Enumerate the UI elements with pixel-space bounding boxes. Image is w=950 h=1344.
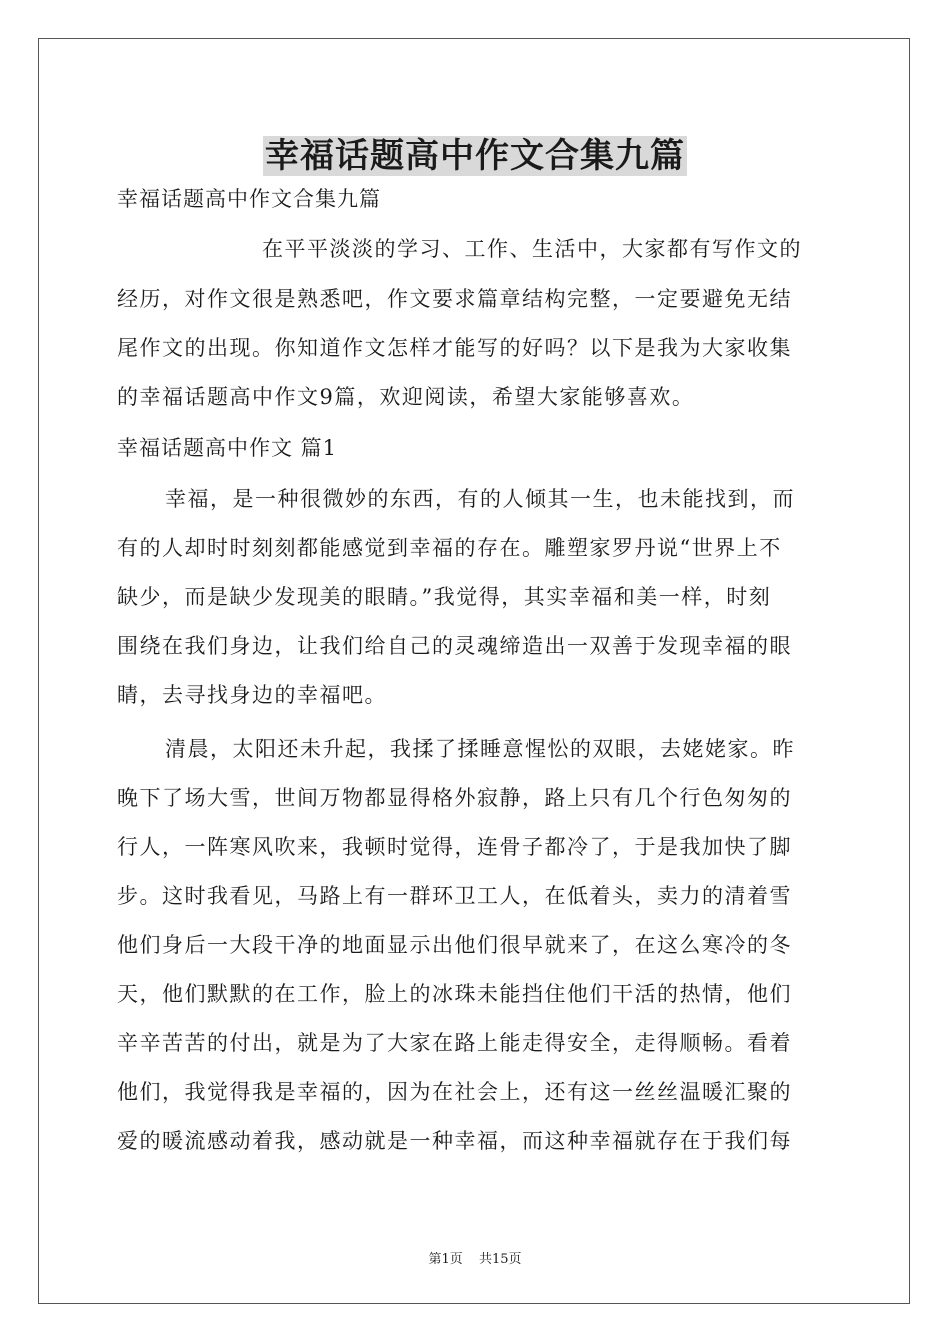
page-total: 共15页	[478, 1252, 522, 1267]
page-footer	[0, 1248, 950, 1267]
document-title: 幸福话题高中作文合集九篇	[265, 136, 685, 176]
paragraph-line: 围绕在我们身边，让我们给自己的灵魂缔造出一双善于发现幸福的眼	[117, 634, 792, 658]
document-title-container	[0, 128, 950, 177]
intro-line: 的幸福话题高中作文9篇，欢迎阅读，希望大家能够喜欢。	[117, 385, 695, 409]
paragraph-line: 晚下了场大雪，世间万物都显得格外寂静，路上只有几个行色匆匆的	[117, 786, 792, 810]
intro-line: 尾作文的出现。你知道作文怎样才能写的好吗？以下是我为大家收集	[117, 336, 792, 360]
intro-line: 在平平淡淡的学习、工作、生活中，大家都有写作文的	[262, 237, 802, 261]
intro-line: 经历，对作文很是熟悉吧，作文要求篇章结构完整，一定要避免无结	[117, 287, 792, 311]
paragraph-line: 有的人却时时刻刻都能感觉到幸福的存在。雕塑家罗丹说“世界上不	[117, 536, 782, 560]
page-number: 第1页	[428, 1252, 463, 1267]
page-border	[38, 38, 910, 1304]
paragraph-line: 幸福，是一种很微妙的东西，有的人倾其一生，也未能找到，而	[165, 487, 795, 511]
paragraph-line: 清晨，太阳还未升起，我揉了揉睡意惺忪的双眼，去姥姥家。昨	[165, 737, 795, 761]
paragraph-line: 缺少，而是缺少发现美的眼睛。”我觉得，其实幸福和美一样，时刻	[117, 585, 772, 609]
paragraph-line: 睛，去寻找身边的幸福吧。	[117, 683, 387, 707]
paragraph-line: 他们身后一大段干净的地面显示出他们很早就来了，在这么寒冷的冬	[117, 933, 792, 957]
paragraph-line: 他们，我觉得我是幸福的，因为在社会上，还有这一丝丝温暖汇聚的	[117, 1080, 792, 1104]
document-subtitle: 幸福话题高中作文合集九篇	[117, 187, 381, 211]
paragraph-line: 步。这时我看见，马路上有一群环卫工人，在低着头，卖力的清着雪	[117, 884, 792, 908]
section-heading: 幸福话题高中作文 篇1	[117, 436, 338, 460]
paragraph-line: 辛辛苦苦的付出，就是为了大家在路上能走得安全，走得顺畅。看着	[117, 1031, 792, 1055]
paragraph-line: 爱的暖流感动着我，感动就是一种幸福，而这种幸福就存在于我们每	[117, 1129, 792, 1153]
paragraph-line: 行人，一阵寒风吹来，我顿时觉得，连骨子都冷了，于是我加快了脚	[117, 835, 792, 859]
paragraph-line: 天，他们默默的在工作，脸上的冰珠未能挡住他们干活的热情，他们	[117, 982, 792, 1006]
